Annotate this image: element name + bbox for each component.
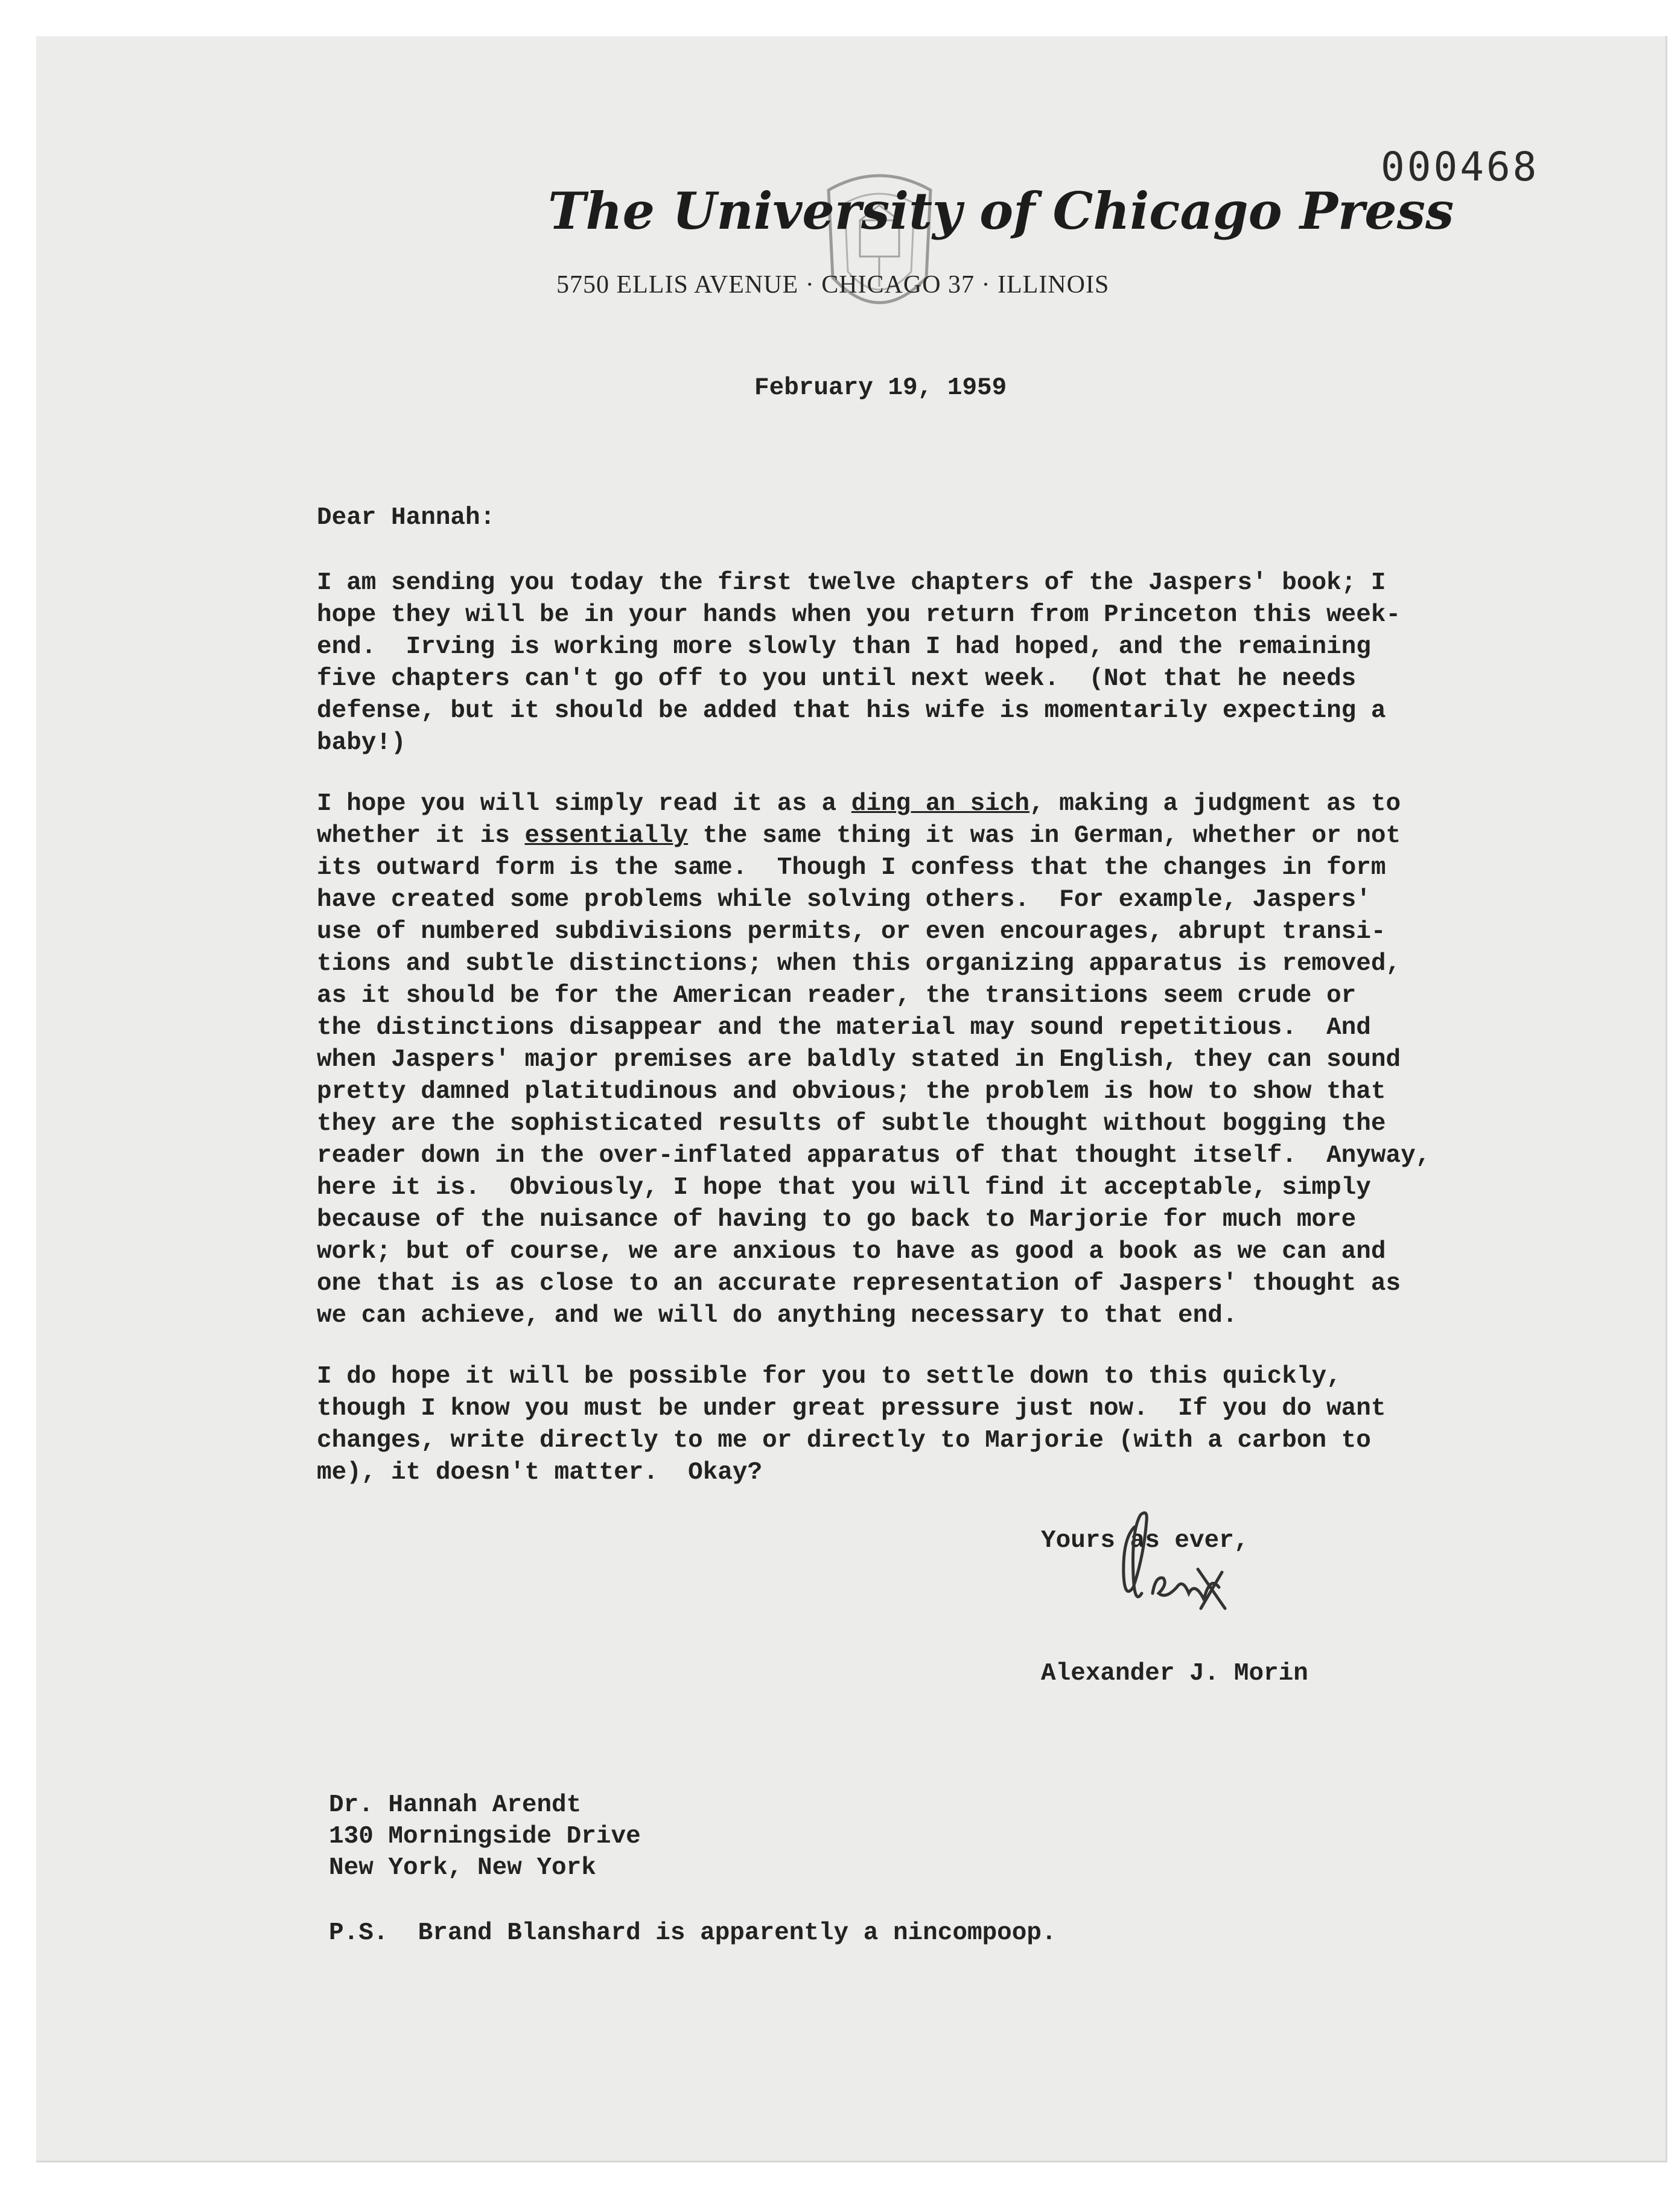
text-line: pretty damned platitudinous and obvious; the problem is how to show that [317,1078,1386,1106]
text-line: work; but of course, we are anxious to have as good a book as we can and [317,1238,1386,1266]
recipient-street: 130 Morningside Drive [329,1823,641,1850]
text-line: they are the sophisticated results of subtle thought without bogging the [317,1110,1386,1138]
text-line: end. Irving is working more slowly than I had hoped, and the remaining [317,633,1371,661]
text-line: the distinctions disappear and the material may sound repetitious. And [317,1014,1371,1042]
underlined-phrase: essentially [524,822,689,850]
salutation: Dear Hannah: [317,504,495,532]
paragraph-1 [317,567,1554,759]
text-fragment: I hope you will simply read it as a [317,790,851,818]
text-line: we can achieve, and we will do anything necessary to that end. [317,1302,1238,1330]
text-line: use of numbered subdivisions permits, or even encourages, abrupt transi- [317,918,1386,946]
text-line: changes, write directly to me or directly to Marjorie (with a carbon to [317,1427,1371,1455]
text-line [317,820,1554,852]
text-fragment: , making a judgment as to [1029,790,1401,818]
text-line: here it is. Obviously, I hope that you will find it acceptable, simply [317,1174,1371,1202]
recipient-name: Dr. Hannah Arendt [329,1791,582,1819]
text-line: though I know you must be under great pressure just now. If you do want [317,1395,1386,1423]
document-number: 000468 [1381,144,1539,190]
text-line: tions and subtle distinctions; when this organizing apparatus is removed, [317,950,1401,978]
text-line: have created some problems while solving others. For example, Jaspers' [317,886,1371,914]
text-line: its outward form is the same. Though I confess that the changes in form [317,854,1386,882]
text-line: five chapters can't go off to you until next week. (Not that he needs [317,665,1357,693]
text-line [317,788,1554,820]
signer-name: Alexander J. Morin [1041,1660,1308,1687]
postscript: P.S. Brand Blanshard is apparently a nincompoop. [329,1919,1057,1947]
letter-date: February 19, 1959 [754,374,1007,402]
text-line: me), it doesn't matter. Okay? [317,1459,763,1487]
underlined-phrase: ding an sich [851,790,1029,818]
paragraph-2 [317,788,1554,1332]
text-line: hope they will be in your hands when you return from Princeton this week- [317,601,1401,629]
text-line: one that is as close to an accurate representation of Jaspers' thought as [317,1270,1401,1298]
press-name: The University of Chicago Press [548,181,1454,241]
letter-page [36,36,1667,2162]
text-line: I do hope it will be possible for you to settle down to this quickly, [317,1363,1341,1391]
paragraph-3 [317,1361,1554,1489]
text-fragment: whether it is [317,822,525,850]
text-line: because of the nuisance of having to go back to Marjorie for much more [317,1206,1357,1234]
text-line: as it should be for the American reader, the transitions seem crude or [317,982,1357,1010]
text-fragment: the same thing it was in German, whether or not [688,822,1401,850]
letter-body [317,567,1554,1518]
text-line: defense, but it should be added that his wife is momentarily expecting a [317,697,1386,725]
closing: Yours as ever, [1041,1527,1249,1555]
text-line: I am sending you today the first twelve chapters of the Jaspers' book; I [317,569,1386,597]
text-line: when Jaspers' major premises are baldly stated in English, they can sound [317,1046,1401,1074]
press-address: 5750 ELLIS AVENUE · CHICAGO 37 · ILLINOIS [556,271,1110,299]
handwritten-signature-icon [1098,1503,1255,1660]
text-line: reader down in the over-inflated apparatus of that thought itself. Anyway, [317,1142,1431,1170]
recipient-city: New York, New York [329,1854,596,1882]
text-line: baby!) [317,729,406,757]
recipient-address [329,1789,641,1884]
